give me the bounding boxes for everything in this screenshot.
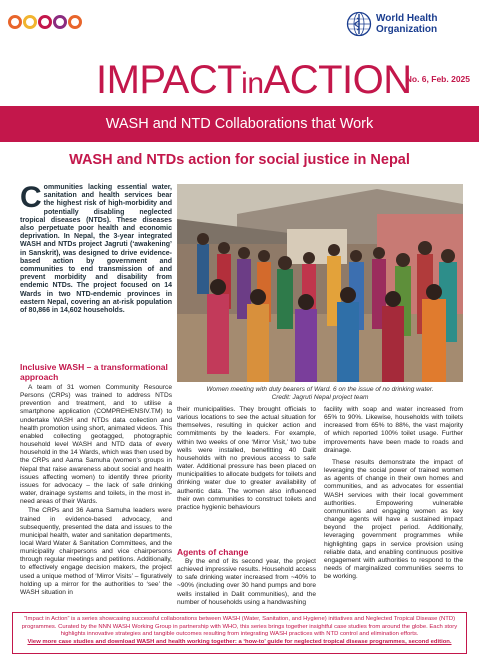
who-emblem-icon <box>346 11 372 37</box>
top-bar <box>0 0 479 48</box>
women-meeting-photo-icon <box>177 184 463 382</box>
column2-body-2 <box>177 558 316 608</box>
series-banner <box>0 106 479 142</box>
caption-line-2: Credit: Jagruti Nepal project team <box>271 394 369 401</box>
photo-caption <box>177 386 463 402</box>
series-footer <box>12 612 467 654</box>
drop-cap: C <box>20 181 42 214</box>
brand-dot-2 <box>23 15 37 29</box>
footer-case-studies-link[interactable]: View more case studies and download WASH and health working together: a ‘how-to’ guide for neglected tropical disease programmes, second edition. <box>27 638 452 645</box>
masthead <box>0 58 479 102</box>
who-line2: Organization <box>376 24 438 35</box>
col2-para-1: their municipalities. They brought officials to various locations to see the actual situation for themselves, resulting in quicker action and commitments by the leaders. For example, within two weeks of one ‘Mirror Visit,’ two tube wells were installed, benefitting 40 Dalit households with no previous access to safe water. Additional pressure has been placed on municipalities to allocate budgets for toilets and drinking water due to greater availability of authentic data. The women also influenced their own communities to construct toilets and practice hygienic behaviours <box>177 406 316 511</box>
who-logo[interactable] <box>346 11 471 37</box>
section1-body <box>20 384 172 598</box>
brand-dot-5 <box>68 15 82 29</box>
masthead-title: IMPACTinACTION <box>96 58 412 102</box>
section1-para-2: The CRPs and 36 Aama Samuha leaders were trained in evidence-based advocacy, and subsequently, presented the data and issues to the municipal health, water and sanitation departments, local Ward Water & Sanitation Committees, and the municipality chairpersons and vice chairpersons through regular meetings and petitions. Additionally, to effectively engage decision makers, the project used a unique method of ‘Mirror Visits’ – figuratively holding up a mirror for the authorities to ‘see’ the WASH situation in <box>20 507 172 596</box>
brand-dot-1 <box>8 15 22 29</box>
banner-text: WASH and NTD Collaborations that Work <box>105 116 374 132</box>
col3-para-1: facility with soap and water increased from 65% to 90%. Likewise, households with toilets increased from 65% to 88%, the vast majority of which reported 100% toilet usage. Further improvements have been made to roads and drainage. <box>324 406 463 454</box>
project-photo <box>177 184 463 382</box>
section-heading-agents-of-change: Agents of change <box>177 547 249 557</box>
footer-description: “Impact in Action” is a series showcasing successful collaborations between WASH (Water, Sanitation, and Hygiene) initiatives and Neglected Tropical Disease (NTD) programmes. Curated by the NNN WASH Working Group in partnership with WHO, this series brings together insightful case studies from around the globe. Each story highlights innovative strategies and tangible outcomes resulting from integrating WASH practices with NTD control and elimination efforts. <box>21 616 458 638</box>
section1-para-1: A team of 31 women Community Resource Persons (CRPs) was trained to address NTDs prevention and treatment, and to utilise a smartphone application (COMPREHENSIV.TM) to undertake WASH and NTDs data collection and health promotion using short, animated videos. This enabled collecting geotagged, photographic household level WASH and NTD data of every household in the 14 Wards, which was then used by the CRPs and Aama Samuha (women’s groups in Nepal that raise awareness about social and health issues affecting women) to identify three priority issues for advocacy – the lack of safe drinking water, drainage systems and toilets, in the most in-need areas of their Wards. <box>20 384 172 506</box>
column2-body <box>177 406 316 513</box>
intro-text: ommunities lacking essential water, sanitation and health services bear the highest risk of high-morbidity and potentially disabling neglected tropical diseases (NTDs). These diseases also perpetuate poor health and economic deprivation. In Nepal, the 3-year integrated WASH and NTDs project Jagruti (‘awakening’ in Sanskrit), was designed to drive evidence-based action by government and communities to end transmission of and prevent morbidity and disability from endemic NTDs. The project focused on 14 Wards in two NTD-endemic provinces in eastern Nepal, covering an at-risk population of 80,866 in 14,602 households. <box>20 184 172 315</box>
column3-body <box>324 406 463 582</box>
article-headline: WASH and NTDs action for social justice in Nepal <box>69 152 410 168</box>
who-line1: World Health <box>376 13 438 24</box>
caption-line-1: Women meeting with duty bearers of Ward. 6 on the issue of no drinking water. <box>206 386 434 393</box>
col3-para-2: These results demonstrate the impact of leveraging the social power of trained women as agents of change in their own homes and communities, and as advocates for essential WASH services with their local government authorities. Empowering vulnerable communities and engaging women as key change agents will have a sustained impact beyond the project period. Additionally, leveraging government programmes while highlighting gaps in service provision using reliable data, and enabling continuous positive engagement with authorities to respond to the needs of marginalized communities seems to be working. <box>324 458 463 581</box>
intro-paragraph <box>20 181 172 315</box>
brand-dots <box>8 15 128 31</box>
brand-dot-3 <box>38 15 52 29</box>
brand-dot-4 <box>53 15 67 29</box>
col2-para-2: By the end of its second year, the project achieved impressive results. Household access to safe drinking water increased from ~40% to ~90% (including over 30 hand pumps and bore wells installed in Dalit communities), and the number of households using a handwashing <box>177 558 316 606</box>
section-heading-inclusive-wash: Inclusive WASH – a transformational approach <box>20 362 168 382</box>
issue-number: No. 6, Feb. 2025 <box>405 74 470 84</box>
